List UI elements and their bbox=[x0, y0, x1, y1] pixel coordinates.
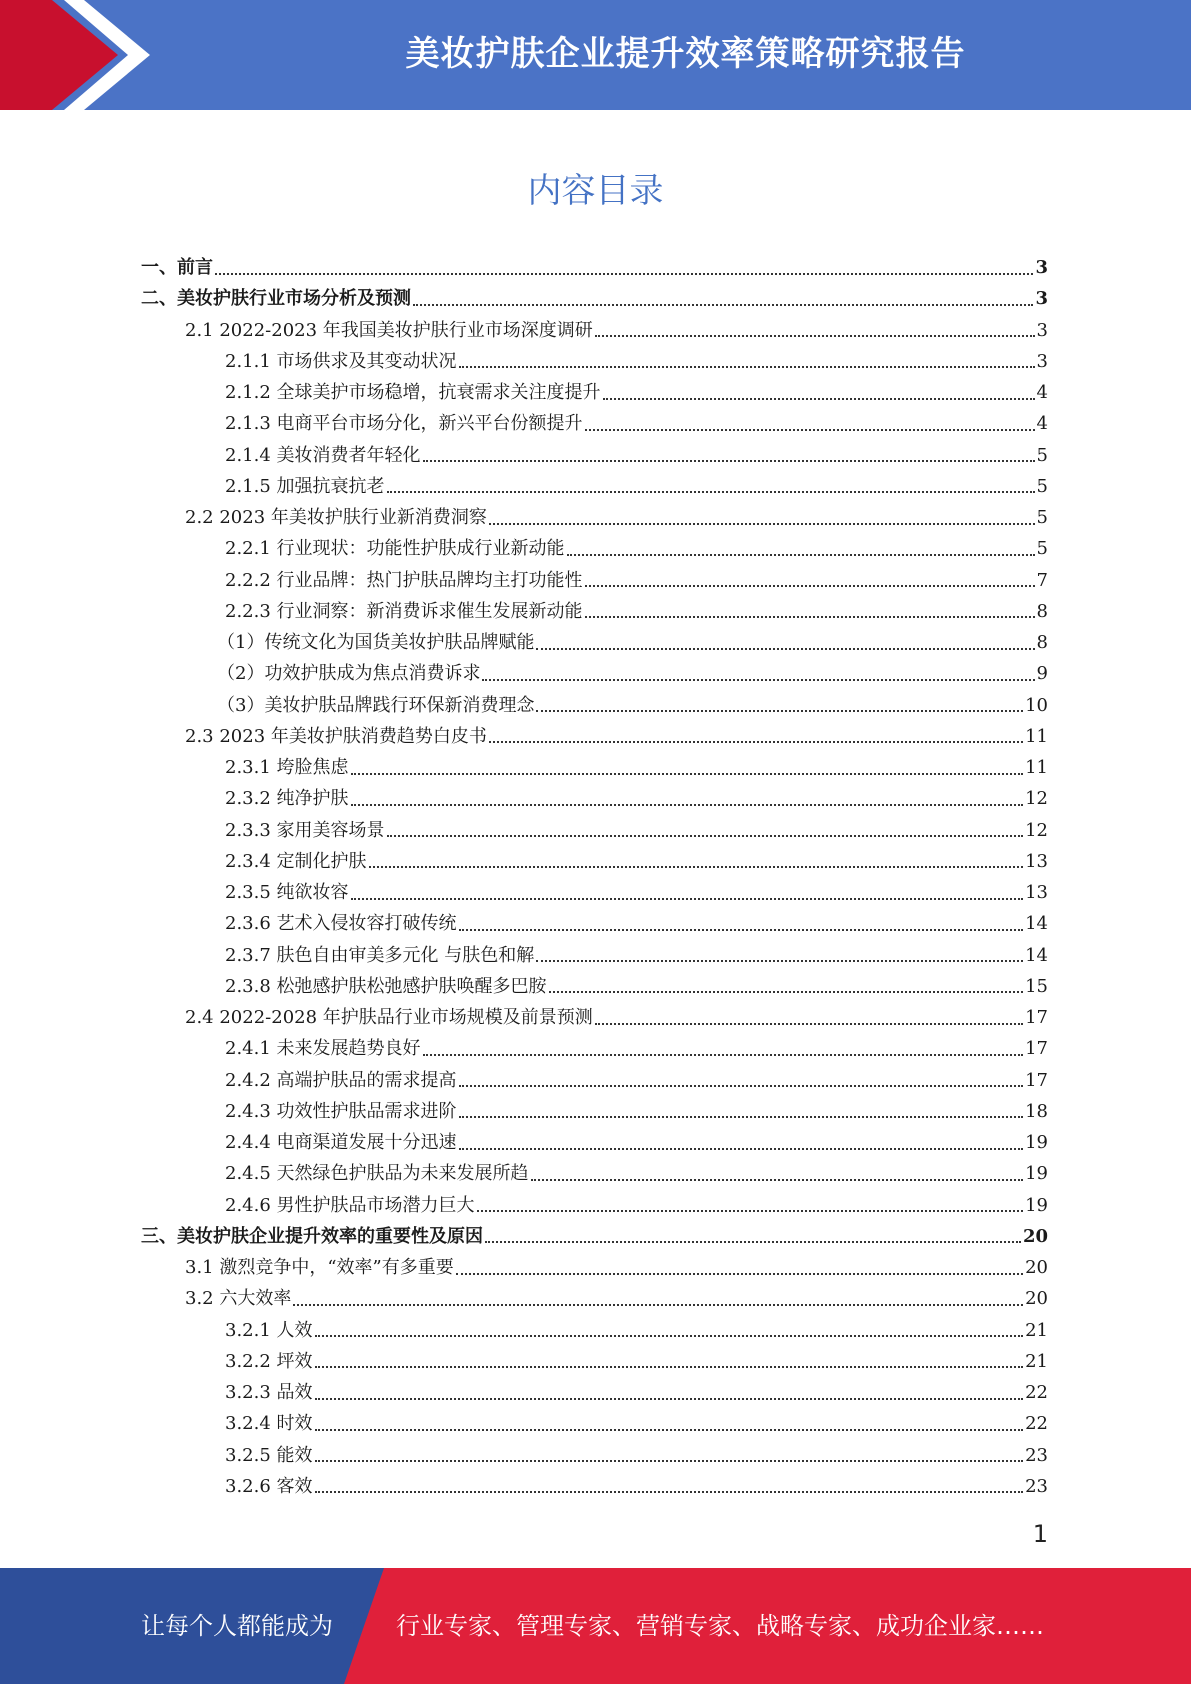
toc-entry[interactable] bbox=[141, 816, 1048, 847]
toc-entry-text: 2.3.8 松弛感护肤松弛感护肤唤醒多巴胺 bbox=[225, 975, 547, 997]
toc-leader-dots bbox=[369, 866, 1024, 868]
page-number: 1 bbox=[1032, 1520, 1048, 1548]
toc-entry-page: 3 bbox=[1036, 319, 1048, 341]
toc-entry-text: 3.1 激烈竞争中，“效率”有多重要 bbox=[185, 1257, 454, 1278]
toc-leader-dots bbox=[459, 366, 1035, 368]
toc-entry-text: 2.4.6 男性护肤品市场潜力巨大 bbox=[225, 1194, 475, 1216]
toc-entry-page: 17 bbox=[1025, 1069, 1048, 1091]
toc-entry-page: 8 bbox=[1036, 600, 1048, 622]
toc-entry-page: 21 bbox=[1025, 1319, 1048, 1341]
toc-entry[interactable] bbox=[133, 628, 1048, 659]
footer-slogan-left: 让每个人都能成为 bbox=[141, 1612, 333, 1640]
toc-entry-text: 3.2 六大效率 bbox=[185, 1288, 292, 1310]
toc-entry-page: 5 bbox=[1036, 507, 1048, 528]
toc-entry[interactable] bbox=[141, 1378, 1048, 1409]
toc-entry-text: 2.2.1 行业现状：功能性护肤成行业新动能 bbox=[225, 538, 565, 560]
toc-leader-dots bbox=[456, 1273, 1023, 1275]
toc-entry-page: 3 bbox=[1035, 288, 1048, 310]
toc-entry-page: 14 bbox=[1025, 913, 1048, 935]
toc-entry-page: 13 bbox=[1025, 850, 1048, 872]
toc-entry-page: 17 bbox=[1025, 1038, 1048, 1060]
toc-entry-text: 3.2.2 坪效 bbox=[225, 1350, 313, 1372]
toc-leader-dots bbox=[315, 1491, 1024, 1493]
toc-leader-dots bbox=[351, 804, 1024, 806]
page-header bbox=[0, 0, 1191, 110]
toc-entry-text: 2.2 2023 年美妆护肤行业新消费洞察 bbox=[185, 507, 487, 528]
toc-entry[interactable] bbox=[141, 1034, 1048, 1065]
toc-entry-page: 5 bbox=[1036, 475, 1048, 497]
toc-entry[interactable] bbox=[141, 316, 1048, 347]
toc-entry-page: 11 bbox=[1025, 757, 1048, 778]
toc-entry[interactable] bbox=[141, 1409, 1048, 1440]
toc-entry[interactable] bbox=[141, 566, 1048, 597]
toc-entry-page: 21 bbox=[1025, 1350, 1048, 1372]
toc-leader-dots bbox=[585, 429, 1035, 431]
toc-leader-dots bbox=[459, 1116, 1024, 1118]
toc-entry-page: 22 bbox=[1025, 1413, 1048, 1435]
toc-title: 内容目录 bbox=[527, 171, 664, 211]
toc-entry[interactable] bbox=[141, 1097, 1048, 1128]
toc-leader-dots bbox=[459, 929, 1024, 931]
toc-entry-text: 2.3.7 肤色自由审美多元化 与肤色和解 bbox=[225, 944, 535, 966]
toc-entry[interactable] bbox=[141, 378, 1048, 409]
toc-leader-dots bbox=[413, 304, 1033, 306]
toc-entry-text: 3.2.4 时效 bbox=[225, 1413, 313, 1435]
toc-entry[interactable] bbox=[141, 347, 1048, 378]
toc-leader-dots bbox=[315, 1429, 1024, 1431]
toc-leader-dots bbox=[489, 741, 1023, 743]
toc-entry-text: 2.3.2 纯净护肤 bbox=[225, 788, 349, 810]
toc-entry-text: 2.4.2 高端护肤品的需求提高 bbox=[225, 1069, 457, 1091]
toc-entry-text: 2.2.2 行业品牌：热门护肤品牌均主打功能性 bbox=[225, 569, 583, 591]
toc-leader-dots bbox=[315, 1335, 1024, 1337]
toc-entry[interactable] bbox=[141, 284, 1048, 315]
toc-leader-dots bbox=[315, 1460, 1024, 1462]
toc-entry[interactable] bbox=[141, 847, 1048, 878]
toc-leader-dots bbox=[477, 1210, 1024, 1212]
toc-leader-dots bbox=[423, 1054, 1024, 1056]
toc-entry-page: 4 bbox=[1036, 382, 1048, 403]
toc-entry-page: 19 bbox=[1025, 1194, 1048, 1216]
toc-entry-page: 15 bbox=[1025, 975, 1048, 997]
toc-entry-text: 3.2.3 品效 bbox=[225, 1382, 313, 1403]
toc-entry[interactable] bbox=[133, 659, 1048, 690]
toc-leader-dots bbox=[293, 1304, 1023, 1306]
report-title: 美妆护肤企业提升效率策略研究报告 bbox=[405, 34, 966, 74]
toc-entry-text: 一、前言 bbox=[141, 257, 213, 278]
toc-leader-dots bbox=[459, 1085, 1024, 1087]
toc-leader-dots bbox=[351, 773, 1024, 775]
toc-entry[interactable] bbox=[141, 1284, 1048, 1315]
toc-entry-page: 5 bbox=[1036, 538, 1048, 560]
toc-entry[interactable] bbox=[141, 972, 1048, 1003]
toc-leader-dots bbox=[567, 554, 1035, 556]
toc-leader-dots bbox=[489, 523, 1035, 525]
toc-entry-page: 3 bbox=[1036, 350, 1048, 372]
toc-entry[interactable] bbox=[141, 941, 1048, 972]
toc-entry-text: 2.4.5 天然绿色护肤品为未来发展所趋 bbox=[225, 1163, 529, 1185]
toc-leader-dots bbox=[531, 1179, 1024, 1181]
toc-entry-text: 2.1.3 电商平台市场分化，新兴平台份额提升 bbox=[225, 413, 583, 435]
toc-entry-page: 12 bbox=[1025, 819, 1048, 841]
toc-entry-text: 2.1.5 加强抗衰抗老 bbox=[225, 475, 385, 497]
toc-leader-dots bbox=[585, 616, 1035, 618]
toc-entry[interactable] bbox=[141, 1253, 1048, 1284]
toc-entry-page: 19 bbox=[1025, 1132, 1048, 1153]
toc-entry-text: （2）功效护肤成为焦点消费诉求 bbox=[217, 663, 481, 685]
toc-entry[interactable] bbox=[141, 253, 1048, 284]
toc-entry-page: 10 bbox=[1025, 694, 1048, 716]
toc-entry-text: 2.1.4 美妆消费者年轻化 bbox=[225, 444, 421, 466]
toc-entry[interactable] bbox=[141, 409, 1048, 440]
toc-entry[interactable] bbox=[141, 472, 1048, 503]
toc-entry[interactable] bbox=[141, 503, 1048, 534]
page-footer bbox=[0, 1568, 1191, 1684]
toc-leader-dots bbox=[387, 491, 1035, 493]
toc-entry-page: 4 bbox=[1036, 413, 1048, 435]
toc-leader-dots bbox=[459, 1148, 1024, 1150]
toc-entry[interactable] bbox=[141, 1066, 1048, 1097]
toc-entry-text: 2.1.1 市场供求及其变动状况 bbox=[225, 350, 457, 372]
toc-entry[interactable] bbox=[141, 597, 1048, 628]
toc-entry-page: 12 bbox=[1025, 788, 1048, 810]
toc-entry-text: 2.1 2022-2023 年我国美妆护肤行业市场深度调研 bbox=[185, 319, 593, 341]
toc-entry-text: 2.3.4 定制化护肤 bbox=[225, 850, 367, 872]
toc-entry-page: 14 bbox=[1025, 944, 1048, 966]
toc-leader-dots bbox=[482, 679, 1034, 681]
toc-leader-dots bbox=[536, 710, 1023, 712]
toc-entry-page: 11 bbox=[1025, 725, 1048, 747]
toc-entry-page: 17 bbox=[1025, 1007, 1048, 1028]
toc-entry[interactable] bbox=[141, 722, 1048, 753]
toc-entry-page: 19 bbox=[1025, 1163, 1048, 1185]
toc-entry[interactable] bbox=[141, 441, 1048, 472]
toc-entry-page: 20 bbox=[1022, 1225, 1048, 1247]
toc-entry-text: 2.4.4 电商渠道发展十分迅速 bbox=[225, 1132, 457, 1153]
toc-leader-dots bbox=[315, 1366, 1024, 1368]
toc-entry-page: 23 bbox=[1025, 1475, 1048, 1497]
toc-leader-dots bbox=[387, 835, 1024, 837]
toc-entry-text: 2.4 2022-2028 年护肤品行业市场规模及前景预测 bbox=[185, 1007, 593, 1028]
toc-entry-text: 2.4.1 未来发展趋势良好 bbox=[225, 1038, 421, 1060]
toc-leader-dots bbox=[603, 398, 1035, 400]
toc-entry-page: 9 bbox=[1036, 663, 1048, 685]
toc-leader-dots bbox=[485, 1241, 1021, 1243]
toc-entry-text: 2.4.3 功效性护肤品需求进阶 bbox=[225, 1100, 457, 1122]
toc-entry-page: 5 bbox=[1036, 444, 1048, 466]
toc-entry[interactable] bbox=[141, 1441, 1048, 1472]
toc-entry-page: 23 bbox=[1025, 1444, 1048, 1466]
toc-entry-page: 13 bbox=[1025, 882, 1048, 903]
toc-entry-page: 3 bbox=[1035, 257, 1048, 278]
toc-entry-page: 20 bbox=[1025, 1257, 1048, 1278]
footer-slogan-right: 行业专家、管理专家、营销专家、战略专家、成功企业家…… bbox=[396, 1612, 1044, 1640]
toc-entry-text: 三、美妆护肤企业提升效率的重要性及原因 bbox=[141, 1225, 483, 1247]
toc-entry[interactable] bbox=[141, 753, 1048, 784]
toc-entry-text: 3.2.1 人效 bbox=[225, 1319, 313, 1341]
toc-entry-text: 2.1.2 全球美护市场稳增，抗衰需求关注度提升 bbox=[225, 382, 601, 403]
toc-leader-dots bbox=[315, 1398, 1024, 1400]
toc-entry-text: 3.2.5 能效 bbox=[225, 1444, 313, 1466]
toc-entry[interactable] bbox=[141, 534, 1048, 565]
toc-entry[interactable] bbox=[141, 1191, 1048, 1222]
toc-leader-dots bbox=[549, 991, 1024, 993]
toc-entry-text: 2.3.3 家用美容场景 bbox=[225, 819, 385, 841]
toc-leader-dots bbox=[595, 1023, 1023, 1025]
toc-leader-dots bbox=[536, 960, 1023, 962]
toc-entry-text: 3.2.6 客效 bbox=[225, 1475, 313, 1497]
toc-entry[interactable] bbox=[133, 691, 1048, 722]
toc-entry[interactable] bbox=[141, 1159, 1048, 1190]
toc-entry-text: 2.3 2023 年美妆护肤消费趋势白皮书 bbox=[185, 725, 487, 747]
toc-entry-page: 18 bbox=[1025, 1100, 1048, 1122]
toc-entry-text: 2.2.3 行业洞察：新消费诉求催生发展新动能 bbox=[225, 600, 583, 622]
toc-entry[interactable] bbox=[141, 909, 1048, 940]
toc-entry-text: （3）美妆护肤品牌践行环保新消费理念 bbox=[217, 694, 535, 716]
toc-entry[interactable] bbox=[141, 1316, 1048, 1347]
toc-entry[interactable] bbox=[141, 1003, 1048, 1034]
toc-leader-dots bbox=[423, 460, 1035, 462]
toc-entry-text: （1）传统文化为国货美妆护肤品牌赋能 bbox=[217, 632, 535, 653]
toc-entry[interactable] bbox=[141, 1472, 1048, 1503]
toc-entry-text: 2.3.5 纯欲妆容 bbox=[225, 882, 349, 903]
toc-entry-page: 8 bbox=[1036, 632, 1048, 653]
toc-entry-page: 20 bbox=[1025, 1288, 1048, 1310]
toc-entry[interactable] bbox=[141, 878, 1048, 909]
toc-leader-dots bbox=[536, 648, 1034, 650]
table-of-contents bbox=[141, 253, 1048, 1503]
toc-entry[interactable] bbox=[141, 1222, 1048, 1253]
toc-entry[interactable] bbox=[141, 1347, 1048, 1378]
toc-leader-dots bbox=[351, 898, 1024, 900]
toc-entry-page: 7 bbox=[1036, 569, 1048, 591]
toc-entry-page: 22 bbox=[1025, 1382, 1048, 1403]
toc-entry[interactable] bbox=[141, 784, 1048, 815]
toc-entry[interactable] bbox=[141, 1128, 1048, 1159]
toc-leader-dots bbox=[585, 585, 1035, 587]
toc-leader-dots bbox=[215, 273, 1033, 275]
toc-entry-text: 2.3.6 艺术入侵妆容打破传统 bbox=[225, 913, 457, 935]
toc-entry-text: 2.3.1 垮脸焦虑 bbox=[225, 757, 349, 778]
toc-entry-text: 二、美妆护肤行业市场分析及预测 bbox=[141, 288, 411, 310]
toc-leader-dots bbox=[595, 335, 1035, 337]
